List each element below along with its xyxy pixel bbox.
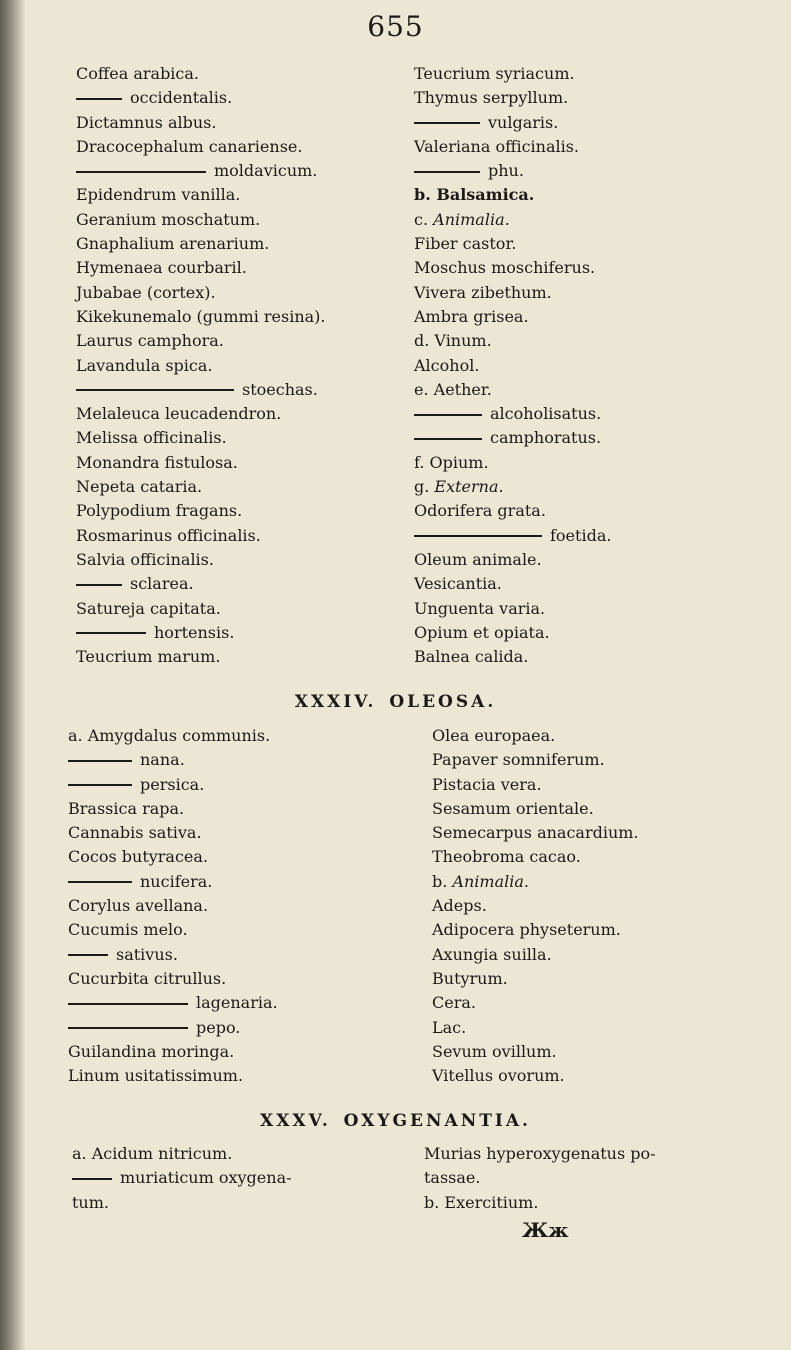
ditto-dash [68, 760, 132, 762]
entry-text: nucifera. [140, 871, 213, 891]
entry-line [414, 86, 774, 110]
entry-text: camphoratus. [490, 428, 602, 448]
entry-line [424, 1142, 764, 1166]
entry-line [414, 475, 774, 499]
entry-text: foetida. [550, 525, 612, 545]
entry-line [414, 159, 774, 183]
oleosa-prev-right-column [414, 62, 774, 669]
entry-line [68, 918, 408, 942]
entry-text: Papaver somniferum. [432, 750, 605, 770]
entry-text: Jubabae (cortex). [76, 282, 216, 302]
entry-text: Kikekunemalo (gummi resina). [76, 306, 326, 326]
entry-text: Dracocephalum canariense. [76, 136, 303, 156]
entry-text: Lavandula spica. [76, 355, 213, 375]
entry-line [432, 1016, 772, 1040]
entry-text: Unguenta varia. [414, 598, 546, 618]
entry-text: moldavicum. [214, 161, 318, 181]
entry-line [414, 111, 774, 135]
entry-text: Thymus serpyllum. [414, 88, 569, 108]
entry-line [76, 378, 406, 402]
entry-line [76, 548, 406, 572]
entry-text: Linum usitatissimum. [68, 1066, 244, 1086]
entry-line [432, 845, 772, 869]
entry-text: alcoholisatus. [490, 404, 602, 424]
oleosa-left-column [68, 724, 408, 1088]
entry-text: e. Aether. [414, 379, 492, 399]
entry-line [432, 943, 772, 967]
entry-line [76, 86, 406, 110]
entry-line [68, 724, 408, 748]
entry-text: Polypodium fragans. [76, 501, 243, 521]
entry-text: hortensis. [154, 622, 235, 642]
ditto-dash [414, 171, 480, 173]
entry-line [76, 159, 406, 183]
section-heading-xxxiv: XXXIV. OLEOSA. [294, 692, 497, 712]
entry-line [76, 329, 406, 353]
entry-line [76, 183, 406, 207]
entry-italic: Animalia. [433, 209, 510, 229]
entry-text: Corylus avellana. [68, 896, 209, 916]
entry-line [432, 797, 772, 821]
entry-line [76, 597, 406, 621]
entry-text: Cera. [432, 993, 476, 1013]
entry-line [68, 773, 408, 797]
entry-text: Oleum animale. [414, 549, 542, 569]
entry-line [432, 724, 772, 748]
entry-line [76, 451, 406, 475]
entry-line [414, 378, 774, 402]
entry-line [414, 354, 774, 378]
entry-italic: Animalia. [452, 871, 529, 891]
entry-text: Opium et opiata. [414, 622, 550, 642]
oleosa-prev-left-column [76, 62, 406, 669]
entry-line [76, 402, 406, 426]
entry-text: persica. [140, 774, 205, 794]
entry-text: Sesamum orientale. [432, 798, 594, 818]
section-heading-xxxv: XXXV. OXYGENANTIA. [260, 1111, 531, 1131]
entry-line [76, 572, 406, 596]
entry-text: pepo. [196, 1017, 241, 1037]
entry-line [76, 281, 406, 305]
entry-text: Cocos butyracea. [68, 847, 209, 867]
entry-line [432, 821, 772, 845]
entry-line [76, 426, 406, 450]
oleosa-right-column [432, 724, 772, 1088]
entry-line [414, 621, 774, 645]
entry-line [414, 208, 774, 232]
entry-line [414, 183, 774, 207]
entry-text: Cannabis sativa. [68, 823, 202, 843]
entry-line [68, 1016, 408, 1040]
entry-line [414, 597, 774, 621]
entry-line [72, 1142, 432, 1166]
entry-line [414, 232, 774, 256]
catchword: Жж [522, 1218, 569, 1242]
entry-line [68, 870, 408, 894]
entry-text: Rosmarinus officinalis. [76, 525, 261, 545]
entry-line [432, 870, 772, 894]
entry-text: f. Opium. [414, 452, 489, 472]
entry-line [76, 475, 406, 499]
entry-line [432, 1040, 772, 1064]
entry-line [432, 1064, 772, 1088]
entry-line [68, 797, 408, 821]
entry-text: Monandra fistulosa. [76, 452, 238, 472]
ditto-dash [76, 171, 206, 173]
entry-text: muriaticum oxygena- [120, 1168, 292, 1188]
entry-line [414, 62, 774, 86]
entry-text: lagenaria. [196, 993, 278, 1013]
entry-line [414, 645, 774, 669]
ditto-dash [68, 1003, 188, 1005]
entry-text: Odorifera grata. [414, 501, 546, 521]
ditto-dash [68, 784, 132, 786]
entry-text: Dictamnus albus. [76, 112, 217, 132]
entry-line [68, 967, 408, 991]
entry-text: Olea europaea. [432, 726, 556, 745]
entry-text: Vesicantia. [414, 574, 502, 594]
entry-text: sativus. [116, 944, 178, 964]
entry-text: Vitellus ovorum. [432, 1066, 565, 1086]
entry-text: tassae. [424, 1168, 481, 1188]
entry-text: Adipocera physeterum. [432, 920, 621, 940]
entry-line [76, 111, 406, 135]
entry-line [68, 943, 408, 967]
entry-line [76, 354, 406, 378]
entry-line [432, 748, 772, 772]
entry-line [414, 572, 774, 596]
entry-text: Valeriana officinalis. [414, 136, 580, 156]
entry-line [76, 232, 406, 256]
entry-line [76, 645, 406, 669]
entry-line [414, 135, 774, 159]
entry-text: Sevum ovillum. [432, 1041, 557, 1061]
entry-text: Cucumis melo. [68, 920, 188, 940]
entry-line [76, 499, 406, 523]
entry-text: Geranium moschatum. [76, 209, 261, 229]
entry-line [76, 524, 406, 548]
entry-line [414, 499, 774, 523]
entry-text: Laurus camphora. [76, 331, 224, 351]
entry-text: tum. [72, 1192, 109, 1212]
entry-text: Melissa officinalis. [76, 428, 227, 448]
ditto-dash [414, 438, 482, 440]
entry-text: a. Acidum nitricum. [72, 1144, 233, 1163]
entry-line [432, 773, 772, 797]
entry-text: Adeps. [432, 896, 487, 916]
entry-text: Cucurbita citrullus. [68, 968, 227, 988]
entry-line [424, 1166, 764, 1190]
ditto-dash [68, 954, 108, 956]
entry-text: Axungia suilla. [432, 944, 552, 964]
ditto-dash [76, 98, 122, 100]
entry-line [414, 281, 774, 305]
entry-text: Murias hyperoxygenatus po- [424, 1144, 656, 1163]
entry-text: Theobroma cacao. [432, 847, 581, 867]
entry-line [76, 208, 406, 232]
entry-text: sclarea. [130, 574, 194, 594]
entry-line [76, 621, 406, 645]
entry-line [432, 967, 772, 991]
entry-text: Semecarpus anacardium. [432, 823, 639, 843]
entry-text: b. Exercitium. [424, 1192, 539, 1212]
entry-text: Pistacia vera. [432, 774, 542, 794]
entry-line [432, 894, 772, 918]
ditto-dash [68, 1027, 188, 1029]
entry-line [414, 329, 774, 353]
entry-text: Fiber castor. [414, 234, 517, 254]
entry-line [68, 1040, 408, 1064]
entry-text: phu. [488, 161, 524, 181]
entry-text: Vivera zibethum. [414, 282, 552, 302]
entry-text: b. Balsamica. [414, 185, 535, 205]
entry-line [68, 821, 408, 845]
entry-text: vulgaris. [488, 112, 559, 132]
entry-text: a. Amygdalus communis. [68, 726, 271, 745]
entry-line [68, 894, 408, 918]
entry-text: Teucrium syriacum. [414, 64, 575, 83]
entry-text: Balnea calida. [414, 647, 529, 667]
entry-line [414, 548, 774, 572]
entry-line [72, 1166, 432, 1190]
oxygenantia-left-column [72, 1142, 432, 1215]
entry-line [68, 748, 408, 772]
entry-text: Hymenaea courbaril. [76, 258, 247, 278]
ditto-dash [76, 389, 234, 391]
entry-line [432, 991, 772, 1015]
entry-line [414, 451, 774, 475]
entry-line [68, 991, 408, 1015]
entry-text: d. Vinum. [414, 331, 492, 351]
entry-text: Epidendrum vanilla. [76, 185, 241, 205]
entry-text: Melaleuca leucadendron. [76, 404, 282, 424]
ditto-dash [76, 584, 122, 586]
entry-text: g. [414, 477, 435, 497]
entry-text: Gnaphalium arenarium. [76, 234, 270, 254]
entry-italic: Externa. [434, 477, 504, 497]
entry-line [432, 918, 772, 942]
entry-line [76, 135, 406, 159]
entry-text: Ambra grisea. [414, 306, 529, 326]
entry-text: c. [414, 209, 434, 229]
entry-line [68, 845, 408, 869]
entry-text: occidentalis. [130, 88, 233, 108]
entry-line [76, 62, 406, 86]
entry-text: b. [432, 871, 453, 891]
entry-text: Lac. [432, 1017, 467, 1037]
entry-text: Satureja capitata. [76, 598, 221, 618]
entry-text: Butyrum. [432, 968, 508, 988]
entry-line [414, 402, 774, 426]
entry-line [424, 1191, 764, 1215]
entry-line [414, 426, 774, 450]
entry-line [414, 305, 774, 329]
entry-text: Moschus moschiferus. [414, 258, 596, 278]
ditto-dash [414, 122, 480, 124]
entry-line [414, 524, 774, 548]
page-number: 655 [367, 10, 424, 43]
entry-text: Nepeta cataria. [76, 477, 203, 497]
entry-line [76, 256, 406, 280]
entry-text: stoechas. [242, 379, 318, 399]
ditto-dash [68, 881, 132, 883]
ditto-dash [72, 1178, 112, 1180]
entry-line [72, 1191, 432, 1215]
ditto-dash [76, 632, 146, 634]
ditto-dash [414, 414, 482, 416]
entry-line [414, 256, 774, 280]
entry-text: Guilandina moringa. [68, 1041, 235, 1061]
entry-line [76, 305, 406, 329]
entry-text: Brassica rapa. [68, 798, 185, 818]
entry-text: Coffea arabica. [76, 64, 200, 83]
entry-text: nana. [140, 750, 185, 770]
book-spine [0, 0, 26, 1350]
entry-text: Alcohol. [414, 355, 480, 375]
ditto-dash [414, 535, 542, 537]
entry-line [68, 1064, 408, 1088]
oxygenantia-right-column [424, 1142, 764, 1215]
entry-text: Teucrium marum. [76, 647, 221, 667]
entry-text: Salvia officinalis. [76, 549, 214, 569]
